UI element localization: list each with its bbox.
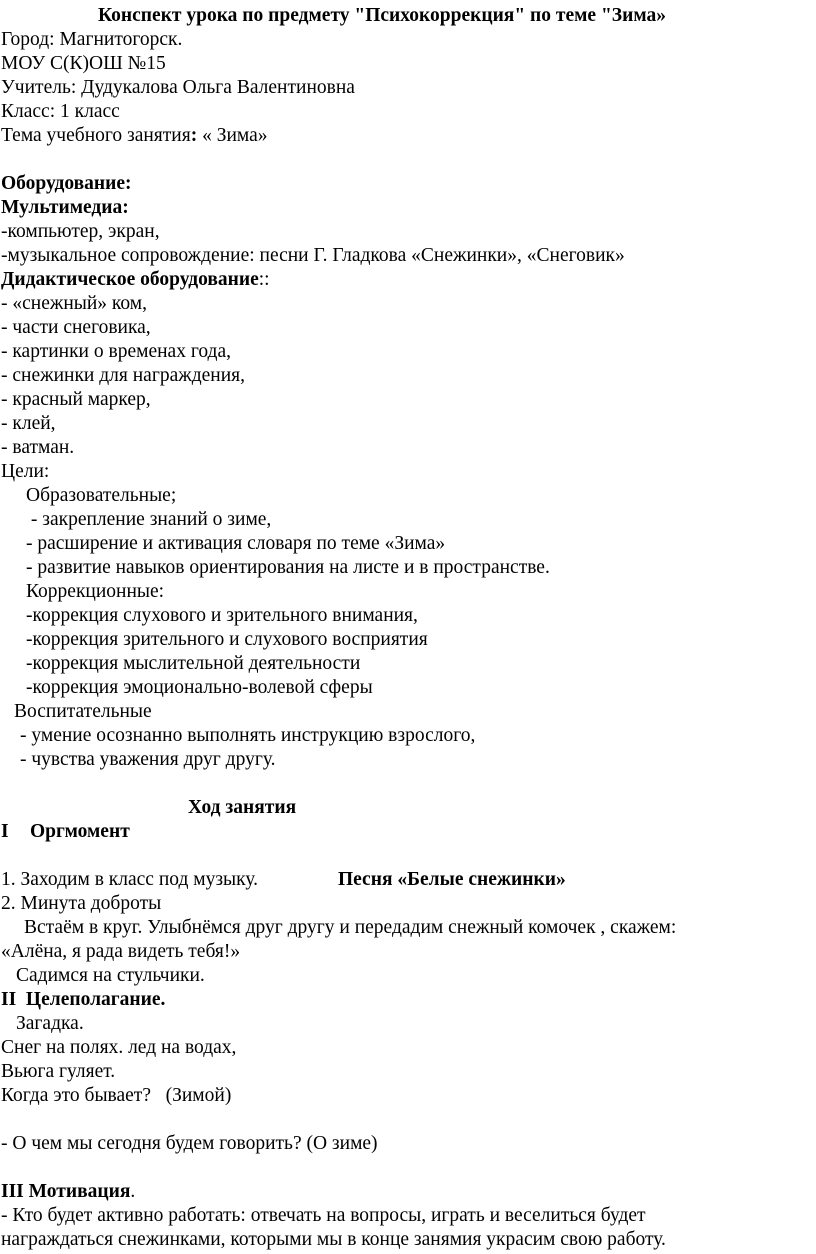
multimedia-heading: Мультимедиа: bbox=[1, 197, 129, 218]
didactic-heading: Дидактическое оборудование bbox=[1, 269, 259, 290]
didactic-suffix: :: bbox=[258, 269, 270, 290]
correctional-item: -коррекция слухового и зрительного внимания, bbox=[26, 605, 418, 626]
riddle-line: Снег на полях. лед на водах, bbox=[1, 1037, 237, 1058]
step-2-paragraph: Садимся на стульчики. bbox=[16, 965, 205, 986]
topic-label: Тема учебного занятия bbox=[1, 125, 191, 146]
topic-value: « Зима» bbox=[197, 125, 268, 146]
riddle-line: Вьюга гуляет. bbox=[1, 1061, 116, 1082]
discussion-question: - О чем мы сегодня будем говорить? (О зиме) bbox=[1, 1133, 378, 1154]
step-2-text: 2. Минута доброты bbox=[1, 893, 162, 914]
city-line: Город: Магнитогорск. bbox=[1, 29, 183, 50]
motivation-line: - Кто будет активно работать: отвечать на вопросы, играть и веселиться будет bbox=[1, 1205, 646, 1226]
step-2-paragraph: Встаём в круг. Улыбнёмся друг другу и передадим снежный комочек , скажем: bbox=[24, 917, 677, 938]
section-1-title: Оргмомент bbox=[30, 821, 130, 842]
didactic-item: - клей, bbox=[1, 413, 56, 434]
correctional-item: -коррекция мыслительной деятельности bbox=[26, 653, 361, 674]
section-3-title: III Мотивация bbox=[1, 1181, 131, 1202]
step-1-text: 1. Заходим в класс под музыку. bbox=[1, 869, 259, 890]
section-3-title-line bbox=[1, 1180, 135, 1204]
section-3-dot: . bbox=[130, 1181, 136, 1202]
didactic-item: - снежинки для награждения, bbox=[1, 365, 245, 386]
correctional-item: -коррекция эмоционально-волевой сферы bbox=[26, 677, 373, 698]
school-line: МОУ С(К)ОШ №15 bbox=[1, 53, 166, 74]
didactic-item: - картинки о временах года, bbox=[1, 341, 231, 362]
didactic-item: - ватман. bbox=[1, 437, 75, 458]
grade-line: Класс: 1 класс bbox=[1, 101, 120, 122]
correctional-item: -коррекция зрительного и слухового восприятия bbox=[26, 629, 428, 650]
upbringing-heading: Воспитательные bbox=[14, 701, 152, 722]
topic-colon: : bbox=[190, 125, 198, 146]
didactic-heading-line bbox=[1, 268, 270, 292]
educational-heading: Образовательные; bbox=[26, 485, 177, 506]
multimedia-item: -музыкальное сопровождение: песни Г. Гладкова «Снежинки», «Снеговик» bbox=[1, 245, 625, 266]
upbringing-item: - чувства уважения друг другу. bbox=[20, 749, 276, 770]
multimedia-item: -компьютер, экран, bbox=[1, 221, 160, 242]
section-1-num: I bbox=[1, 821, 9, 842]
document-title: Конспект урока по предмету "Психокоррекция" по теме "Зима» bbox=[98, 5, 666, 26]
topic-line bbox=[1, 124, 268, 148]
equipment-heading: Оборудование: bbox=[1, 173, 132, 194]
motivation-line: награждаться снежинками, которыми мы в конце занямия украсим свою работу. bbox=[1, 1229, 666, 1250]
correctional-heading: Коррекционные: bbox=[26, 581, 165, 602]
section-2-title: II Целеполагание. bbox=[1, 989, 166, 1010]
educational-item: - закрепление знаний о зиме, bbox=[26, 509, 272, 530]
didactic-item: - части снеговика, bbox=[1, 317, 151, 338]
step-1-song: Песня «Белые снежинки» bbox=[338, 869, 566, 890]
didactic-item: - «снежный» ком, bbox=[1, 293, 148, 314]
upbringing-item: - умение осознанно выполнять инструкцию взрослого, bbox=[20, 725, 476, 746]
didactic-item: - красный маркер, bbox=[1, 389, 151, 410]
educational-item: - развитие навыков ориентирования на листе и в пространстве. bbox=[26, 557, 550, 578]
riddle-line: Когда это бывает? (Зимой) bbox=[1, 1085, 232, 1106]
teacher-line: Учитель: Дудукалова Ольга Валентиновна bbox=[1, 77, 355, 98]
lesson-heading: Ход занятия bbox=[188, 797, 297, 818]
goals-heading: Цели: bbox=[1, 461, 50, 482]
riddle-label: Загадка. bbox=[16, 1013, 84, 1034]
step-2-paragraph: «Алёна, я рада видеть тебя!» bbox=[1, 941, 241, 962]
educational-item: - расширение и активация словаря по теме «Зима» bbox=[26, 533, 446, 554]
